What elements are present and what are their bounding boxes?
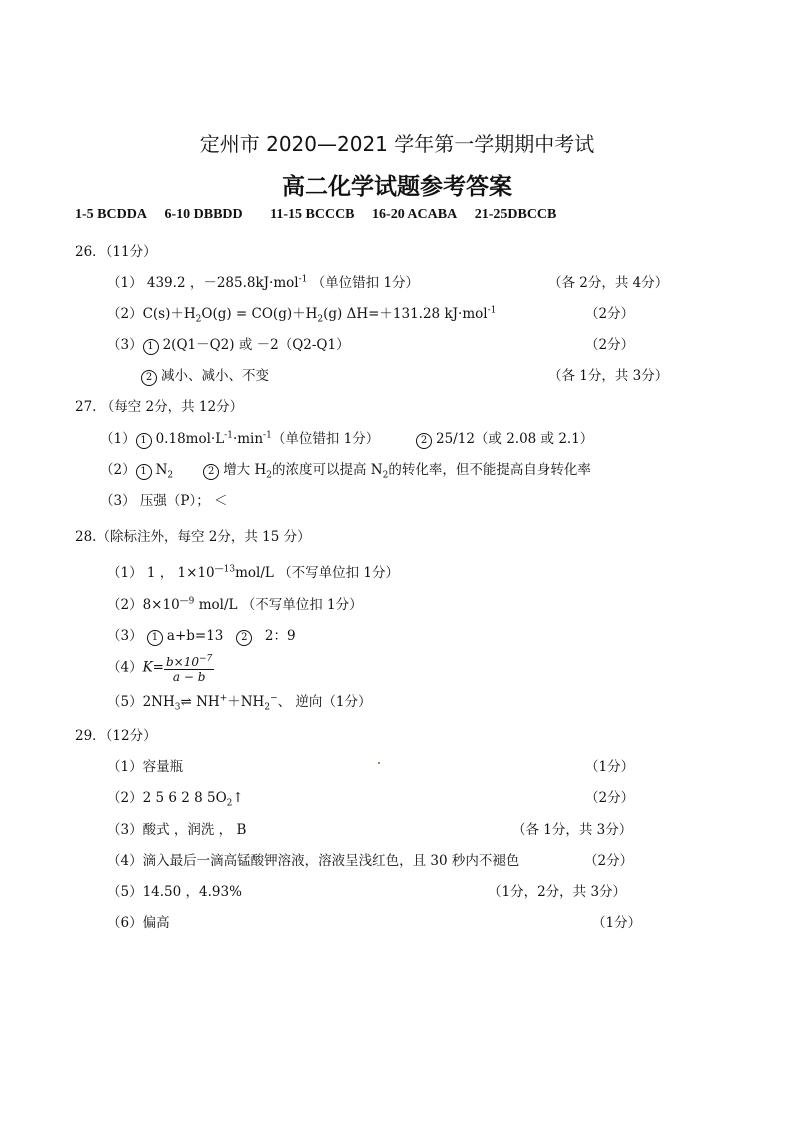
q29-line3-score: （各 1分，共 3分） [512,822,633,838]
q28-line1: （1） 1 ， $1\times 10^{—13}mol/L$ （不写单位扣 1分） [107,564,400,581]
q26-line2: $(2)C(s)+H_2O(g) = CO(g)+H_2(g)$ ΔH=＋131.28 kJ·mol$^{-1}$ [107,305,497,325]
circled-number: 1 [147,630,163,646]
q29-line5: （5）14.50 ，4.93% [107,884,242,900]
q28-line3: （3） 1 a+b=13 2 2：9 [107,628,296,644]
q26-line1: （1） 439.2 ，－285.8kJ·mol$^{-1}$ （单位错扣 1分） [107,274,420,291]
circled-number: 1 [136,433,152,449]
q29-line4: （4）滴入最后一滴高锰酸钾溶液，溶液呈浅红色，且 30 秒内不褪色 [107,853,520,869]
q28-header: 28.（除标注外，每空 2分，共 15 分） [75,529,311,545]
mc-group: 16-20 ACABA [372,207,458,222]
q27-line3: （3） 压强（P）； ＜ [100,493,228,509]
circled-number: 2 [141,370,157,386]
q26-line3-score: （2分） [585,337,635,353]
q29-header: 29．（12分） [75,728,157,744]
document-title: 定州市 2020—2021 学年第一学期期中考试 [199,132,595,156]
q26-line4-score: （各 1分，共 3分） [548,368,669,384]
multiple-choice-answers [75,207,570,223]
circled-number: 2 [203,464,219,480]
q28-line2: $(2)8\times 10^{—9}$ mol/L （不写单位扣 1分） [107,596,363,613]
mc-group: 11-15 BCCCB [270,207,355,222]
q29-line2-score: （2分） [585,790,635,806]
scan-speck [378,762,380,764]
q29-line3: （3）酸式 ，润洗 ， B [107,822,247,838]
q29-line6-score: （1分） [592,915,642,931]
q26-line2-score: （2分） [585,306,635,322]
mc-group: 21-25DBCCB [474,207,557,222]
q26-header: 26．（11分） [75,244,157,260]
q29-line1: （1）容量瓶 [107,759,184,775]
q29-line1-score: （1分） [585,759,635,775]
q27-header: 27. （每空 2分，共 12分） [75,399,244,415]
q27-line2: （2） 1 $N_2$ 2 增大 $H_2$的浓度可以提高 $N_2$的转化率，但不能提高自身转化率 [100,462,591,481]
q26-line4: 2 减小、减小、不变 [141,364,269,386]
equilibrium-constant-fraction: $\frac{b\times 10^{-7}}{a - b}$ [166,654,213,684]
q29-line2: （2）2 5 6 2 8 $5O_2↑$ [107,790,244,809]
q29-line5-score: （1分，2分，共 3分） [488,884,627,900]
q28-line4: （4）K= $\frac{b\times 10^{-7}}{a - b}$ [107,654,213,684]
q29-line4-score: （2分） [584,853,634,869]
circled-number: 2 [416,433,432,449]
document-subtitle: 高二化学试题参考答案 [282,174,512,200]
q28-line5: $(5)2NH_3\rightleftharpoons$ $NH^++NH_2^-$、 逆向（1分） [107,693,372,713]
circled-number: 1 [143,339,159,355]
q27-line1-part2: 2 25/12（或 2.08 或 2.1） [416,427,593,449]
q26-line3: （3） 1 2(Q1－Q2) 或 －2（Q2-Q1） [107,337,350,353]
circled-number: 1 [136,464,152,480]
mc-group: 6-10 DBBDD [164,207,243,222]
circled-number: 2 [236,630,252,646]
mc-group: 1-5 BCDDA [75,207,147,222]
q26-line1-score: （各 2分，共 4分） [548,275,669,291]
q29-line6: （6）偏高 [107,915,170,931]
q27-line1: （1） 1 $0.18mol\cdot L^{-1}\cdot\min^{-1}$（单位错扣 1分） [100,430,380,447]
